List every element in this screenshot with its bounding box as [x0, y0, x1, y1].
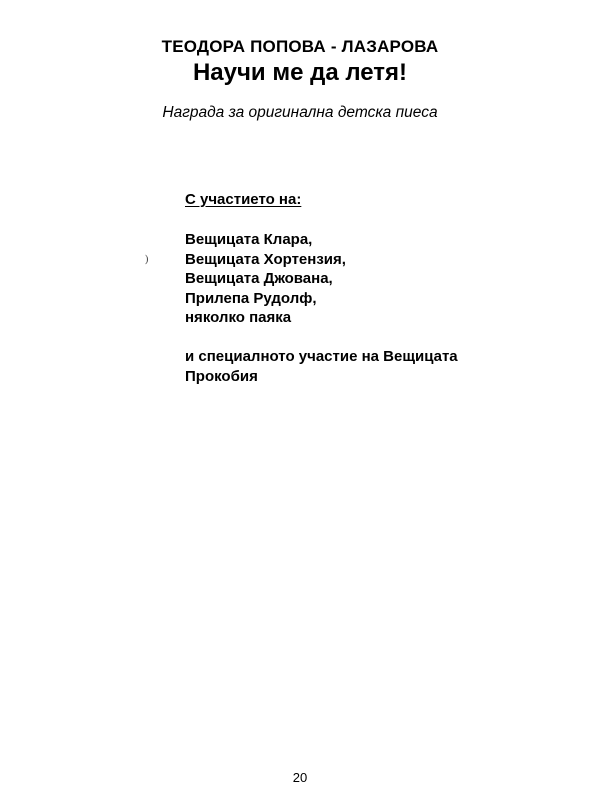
cast-item-hortenzia: Вещицата Хортензия,	[185, 250, 346, 268]
special-participation-line-2: Прокобия	[185, 367, 258, 385]
cast-heading: С участието на:	[185, 191, 302, 208]
cast-item-klara: Вещицата Клара,	[185, 231, 313, 248]
cast-item-dzhovana: Вещицата Джована,	[185, 270, 333, 287]
cast-list	[185, 230, 575, 328]
special-participation-line-1: и специалното участие на Вещицата	[185, 347, 458, 365]
page-number: 20	[292, 770, 308, 785]
award-subtitle: Награда за оригинална детска пиеса	[162, 104, 438, 121]
author-name: ТЕОДОРА ПОПОВА - ЛАЗАРОВА	[161, 37, 439, 56]
cast-item-spiders: няколко паяка	[185, 309, 292, 326]
cast-section	[185, 190, 575, 387]
cast-item-rudolf: Прилепа Рудолф,	[185, 289, 317, 307]
scan-artifact-mark: )	[145, 254, 149, 265]
play-title: Научи ме да летя!	[192, 59, 408, 86]
special-participation	[185, 347, 575, 387]
